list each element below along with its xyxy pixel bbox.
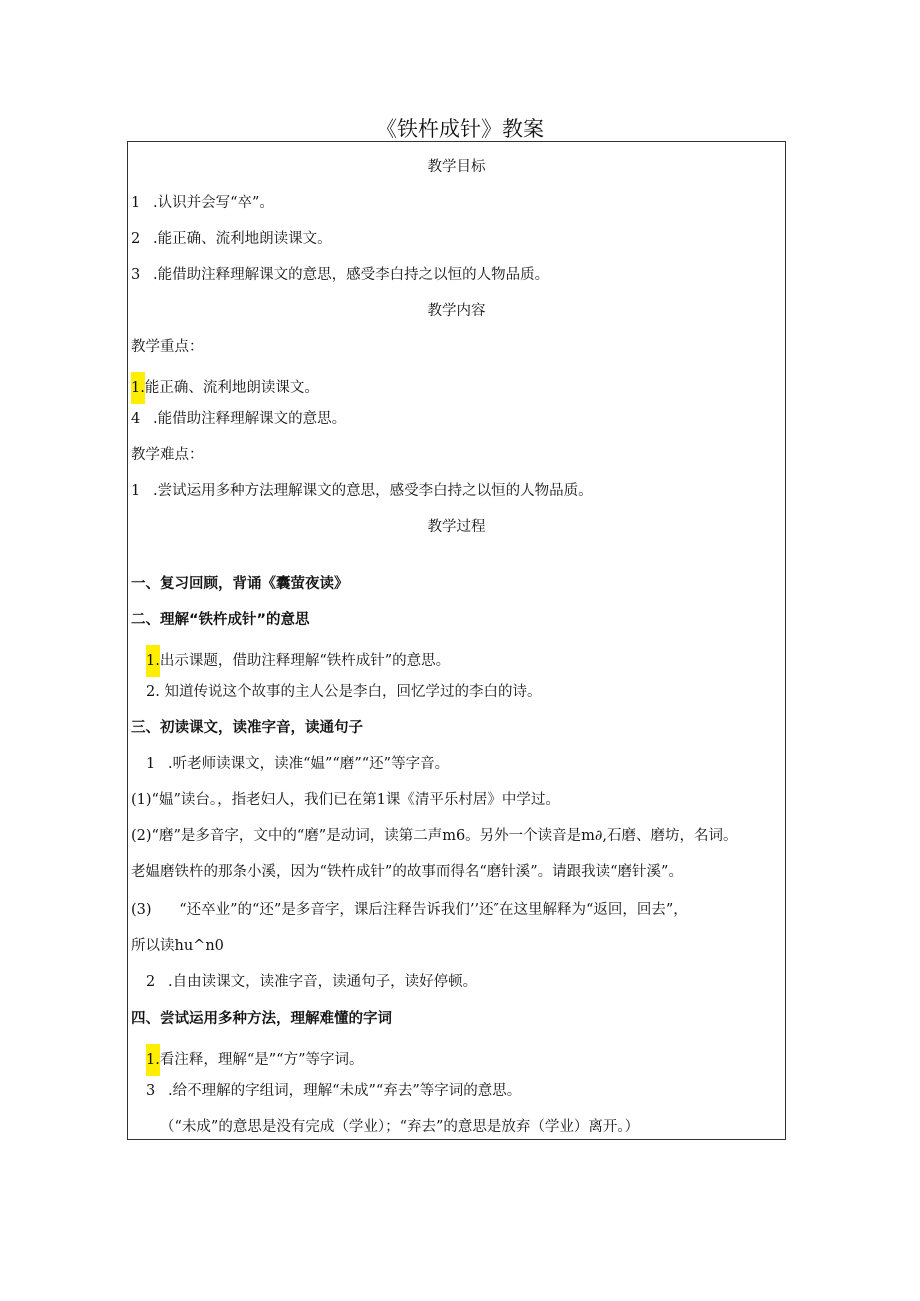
step-3-note: 所以读hu^n0	[131, 938, 224, 954]
key-points-label: 教学重点：	[131, 339, 204, 355]
difficulty-label: 教学难点：	[131, 447, 204, 463]
goals-heading: 教学目标	[427, 159, 486, 175]
goal-item: 1 .认识并会写“卒”。	[131, 195, 274, 211]
step-4-item: 1.看注释，理解“是”“方”等字词。	[146, 1044, 364, 1066]
step-4-heading: 四、尝试运用多种方法，理解难懂的字词	[131, 1011, 392, 1027]
key-point-item: 4 .能借助注释理解课文的意思。	[131, 411, 347, 427]
lesson-plan-table	[127, 141, 786, 1140]
highlight-mark: 1.	[146, 645, 160, 677]
content-heading: 教学内容	[427, 303, 486, 319]
highlight-mark: 1.	[131, 372, 145, 404]
step-2-item: 1.出示课题，借助注释理解“铁杵成针”的意思。	[146, 645, 450, 667]
step-3-note: (3) “还卒业”的“还”是多音字，课后注释告诉我们’’还″在这里解释为“返回，回去”，	[131, 902, 688, 918]
key-point-item: 1.能正确、流利地朗读课文。	[131, 372, 319, 394]
step-2-item: 2. 知道传说这个故事的主人公是李白，回忆学过的李白的诗。	[146, 684, 542, 700]
goal-item: 2 .能正确、流利地朗读课文。	[131, 231, 332, 247]
step-3-note: (1)“媪”读台。，指老妇人，我们已在第1课《清平乐村居》中学过。	[131, 792, 560, 808]
step-3-item: 2 .自由读课文，读准字音，读通句子，读好停顿。	[146, 974, 478, 990]
step-1-heading: 一、复习回顾，背诵《囊萤夜读》	[131, 576, 349, 592]
goal-item: 3 .能借助注释理解课文的意思，感受李白持之以恒的人物品质。	[131, 267, 550, 283]
step-3-heading: 三、初读课文，读准字音，读通句子	[131, 720, 363, 736]
step-4-item: 3 .给不理解的字组词，理解“未成”“弃去”等字词的意思。	[146, 1083, 522, 1099]
highlight-mark: 1.	[146, 1044, 160, 1076]
process-heading: 教学过程	[427, 519, 486, 535]
step-3-item: 1 .听老师读课文，读准“媪”“磨”“还”等字音。	[146, 756, 450, 772]
difficulty-item: 1 .尝试运用多种方法理解课文的意思，感受李白持之以恒的人物品质。	[131, 483, 593, 499]
step-2-heading: 二、理解“铁杵成针”的意思	[131, 612, 310, 628]
step-4-note: （“未成”的意思是没有完成（学业）；“弃去”的意思是放弃（学业）离开。）	[160, 1119, 640, 1135]
step-3-note: 老媪磨铁杵的那条小溪，因为“铁杵成针”的故事而得名“磨针溪”。请跟我读“磨针溪”。	[131, 864, 683, 880]
page-title: 《铁杵成针》教案	[376, 117, 544, 141]
step-3-note: (2)“磨”是多音字，文中的“磨”是动词，读第二声m6。另外一个读音是m∂,石磨、磨坊，名词。	[131, 828, 738, 844]
